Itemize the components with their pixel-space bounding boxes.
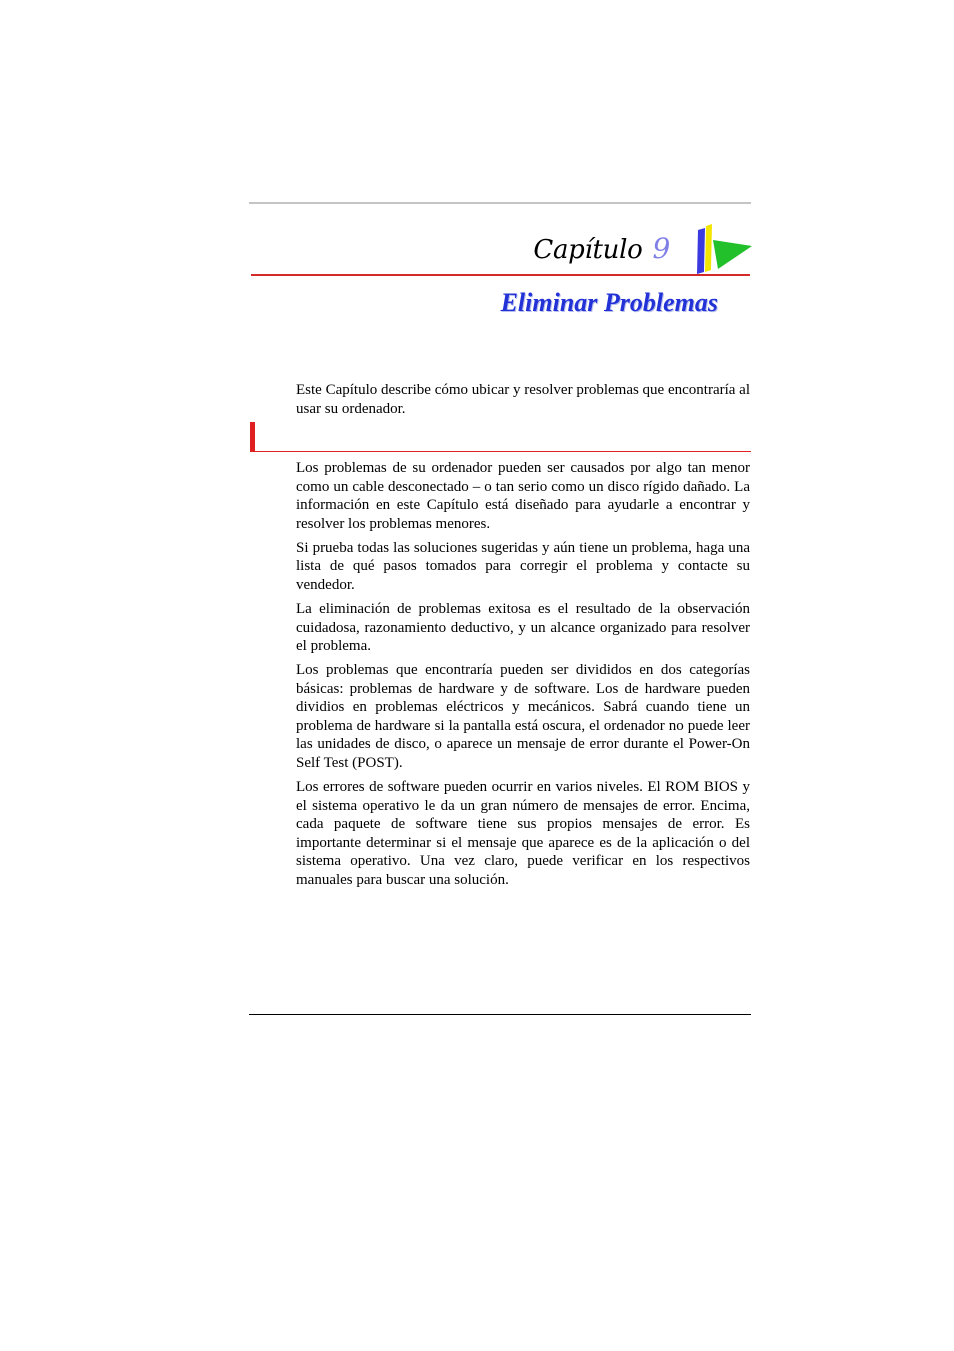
chapter-arrow-logo-icon bbox=[692, 224, 752, 276]
intro-paragraph: Este Capítulo describe cómo ubicar y resolver problemas que encontraría al usar su ordenador. bbox=[296, 382, 750, 417]
top-rule bbox=[249, 202, 751, 204]
paragraph-3: La eliminación de problemas exitosa es el resultado de la observación cuidadosa, razonamiento deductivo, y un alcance organizado para resolver el problema. bbox=[296, 600, 750, 655]
chapter-number: 9 bbox=[652, 232, 670, 265]
logo-yellow-stripe bbox=[705, 224, 712, 272]
paragraph-5: Los errores de software pueden ocurrir en varios niveles. El ROM BIOS y el sistema operativo le da un gran número de mensajes de error. Encima, cada paquete de software tiene sus propios mensajes de error. Es importante determinar si el mensaje que aparece es de la aplicación o del sistema operativo. Una vez claro, puede verificar en los respectivos manuales para buscar una solución. bbox=[296, 779, 750, 889]
paragraph-2: Si prueba todas las soluciones sugeridas y aún tiene un problema, haga una lista de qué pasos tomados para corregir el problema y contacte su vendedor. bbox=[296, 539, 750, 593]
chapter-title: Eliminar Problemas bbox=[500, 288, 718, 317]
intro-text bbox=[296, 381, 750, 418]
bottom-rule bbox=[249, 1014, 751, 1015]
chapter-heading bbox=[533, 232, 670, 265]
chapter-label: Capítulo bbox=[533, 235, 643, 265]
paragraph-1: Los problemas de su ordenador pueden ser causados por algo tan menor como un cable desconectado – o tan serio como un disco rígido dañado. La información en este Capítulo está diseñado para ayudarle a encontrar y resolver los problemas menores. bbox=[296, 460, 750, 532]
logo-blue-stripe bbox=[697, 228, 705, 274]
logo-green-arrow bbox=[713, 240, 752, 269]
paragraph-4: Los problemas que encontraría pueden ser divididos en dos categorías básicas: problemas de hardware y de software. Los de hardware pueden dividios en problemas eléctricos y mecánicos. Sabrá cuando tiene un problema de hardware si la pantalla está oscura, el ordenador no puede leer las unidades de disco, o aparece un mensaje de error durante el Power-On Self Test (POST). bbox=[296, 662, 750, 772]
section-rule bbox=[250, 451, 751, 452]
section-marker bbox=[250, 422, 255, 452]
chapter-title-rule bbox=[251, 274, 750, 276]
body-text bbox=[296, 459, 750, 895]
